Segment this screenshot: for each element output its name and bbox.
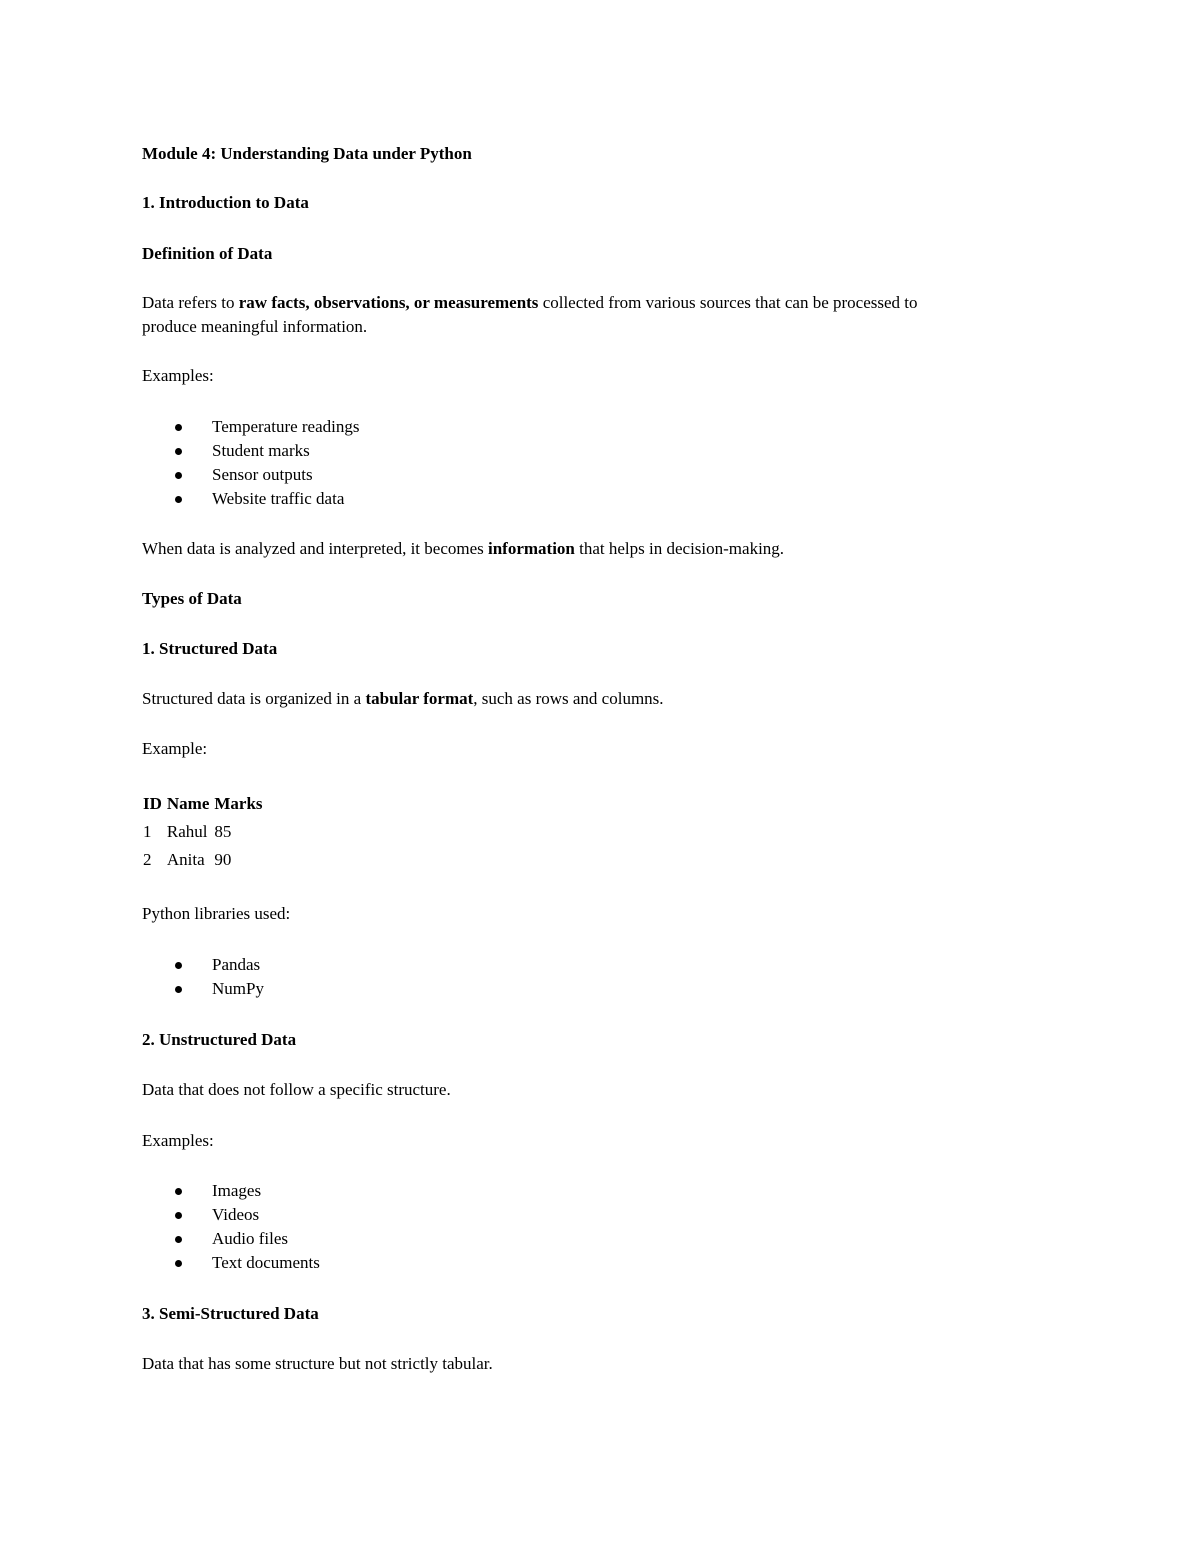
list-item: Pandas	[142, 953, 264, 977]
structured-bold-text: tabular format	[365, 689, 474, 708]
list-item: Website traffic data	[142, 487, 360, 511]
subheading-semi-structured: 3. Semi-Structured Data	[142, 1304, 319, 1323]
definition-text-3: produce meaningful information.	[142, 317, 368, 336]
bullet-icon	[175, 424, 182, 431]
bullet-icon	[175, 472, 182, 479]
information-paragraph	[142, 537, 784, 561]
document-title: Module 4: Understanding Data under Python	[142, 144, 472, 163]
structured-example-table	[140, 790, 265, 874]
list-item: NumPy	[142, 977, 264, 1001]
list-item: Temperature readings	[142, 415, 360, 439]
table-header-cell: ID	[143, 794, 162, 813]
list-item: Student marks	[142, 439, 360, 463]
table-cell: 90	[214, 850, 232, 869]
table-cell: 1	[143, 822, 152, 841]
examples-list	[142, 415, 360, 511]
bullet-icon	[175, 1188, 182, 1195]
list-item: Videos	[142, 1203, 320, 1227]
definition-bold-text: raw facts, observations, or measurements	[238, 293, 539, 312]
information-bold-text: information	[488, 539, 575, 558]
unstructured-examples-label: Examples:	[142, 1131, 214, 1150]
table-row	[140, 818, 265, 846]
examples-label: Examples:	[142, 366, 214, 385]
structured-description	[142, 687, 664, 711]
section-heading-introduction: 1. Introduction to Data	[142, 193, 309, 212]
table-cell: 2	[143, 850, 152, 869]
libraries-label: Python libraries used:	[142, 904, 291, 923]
list-item: Audio files	[142, 1227, 320, 1251]
bullet-icon	[175, 448, 182, 455]
unstructured-description: Data that does not follow a specific structure.	[142, 1080, 451, 1099]
table-cell: Rahul	[166, 822, 208, 841]
information-text-1: When data is analyzed and interpreted, it becomes	[142, 539, 488, 558]
bullet-icon	[175, 1212, 182, 1219]
table-header-row	[140, 790, 265, 818]
bullet-icon	[175, 962, 182, 969]
section-heading-types: Types of Data	[142, 589, 242, 608]
libraries-list	[142, 953, 264, 1001]
subheading-structured: 1. Structured Data	[142, 639, 278, 658]
definition-text-2: collected from various sources that can be processed to	[538, 293, 918, 312]
bullet-icon	[175, 496, 182, 503]
list-item: Text documents	[142, 1251, 320, 1275]
subheading-definition: Definition of Data	[142, 244, 273, 263]
subheading-unstructured: 2. Unstructured Data	[142, 1030, 297, 1049]
table-header-cell: Marks	[214, 794, 263, 813]
table-cell: Anita	[166, 850, 205, 869]
unstructured-examples-list	[142, 1179, 320, 1275]
bullet-icon	[175, 1236, 182, 1243]
structured-text-1: Structured data is organized in a	[142, 689, 366, 708]
structured-text-2: , such as rows and columns.	[473, 689, 664, 708]
bullet-icon	[175, 986, 182, 993]
information-text-2: that helps in decision-making.	[574, 539, 785, 558]
semi-structured-description: Data that has some structure but not strictly tabular.	[142, 1354, 493, 1373]
list-item: Sensor outputs	[142, 463, 360, 487]
example-label: Example:	[142, 739, 208, 758]
table-cell: 85	[214, 822, 232, 841]
bullet-icon	[175, 1260, 182, 1267]
table-row	[140, 846, 265, 874]
definition-text-1: Data refers to	[142, 293, 239, 312]
list-item: Images	[142, 1179, 320, 1203]
table-header-cell: Name	[166, 794, 210, 813]
definition-paragraph	[142, 291, 918, 339]
